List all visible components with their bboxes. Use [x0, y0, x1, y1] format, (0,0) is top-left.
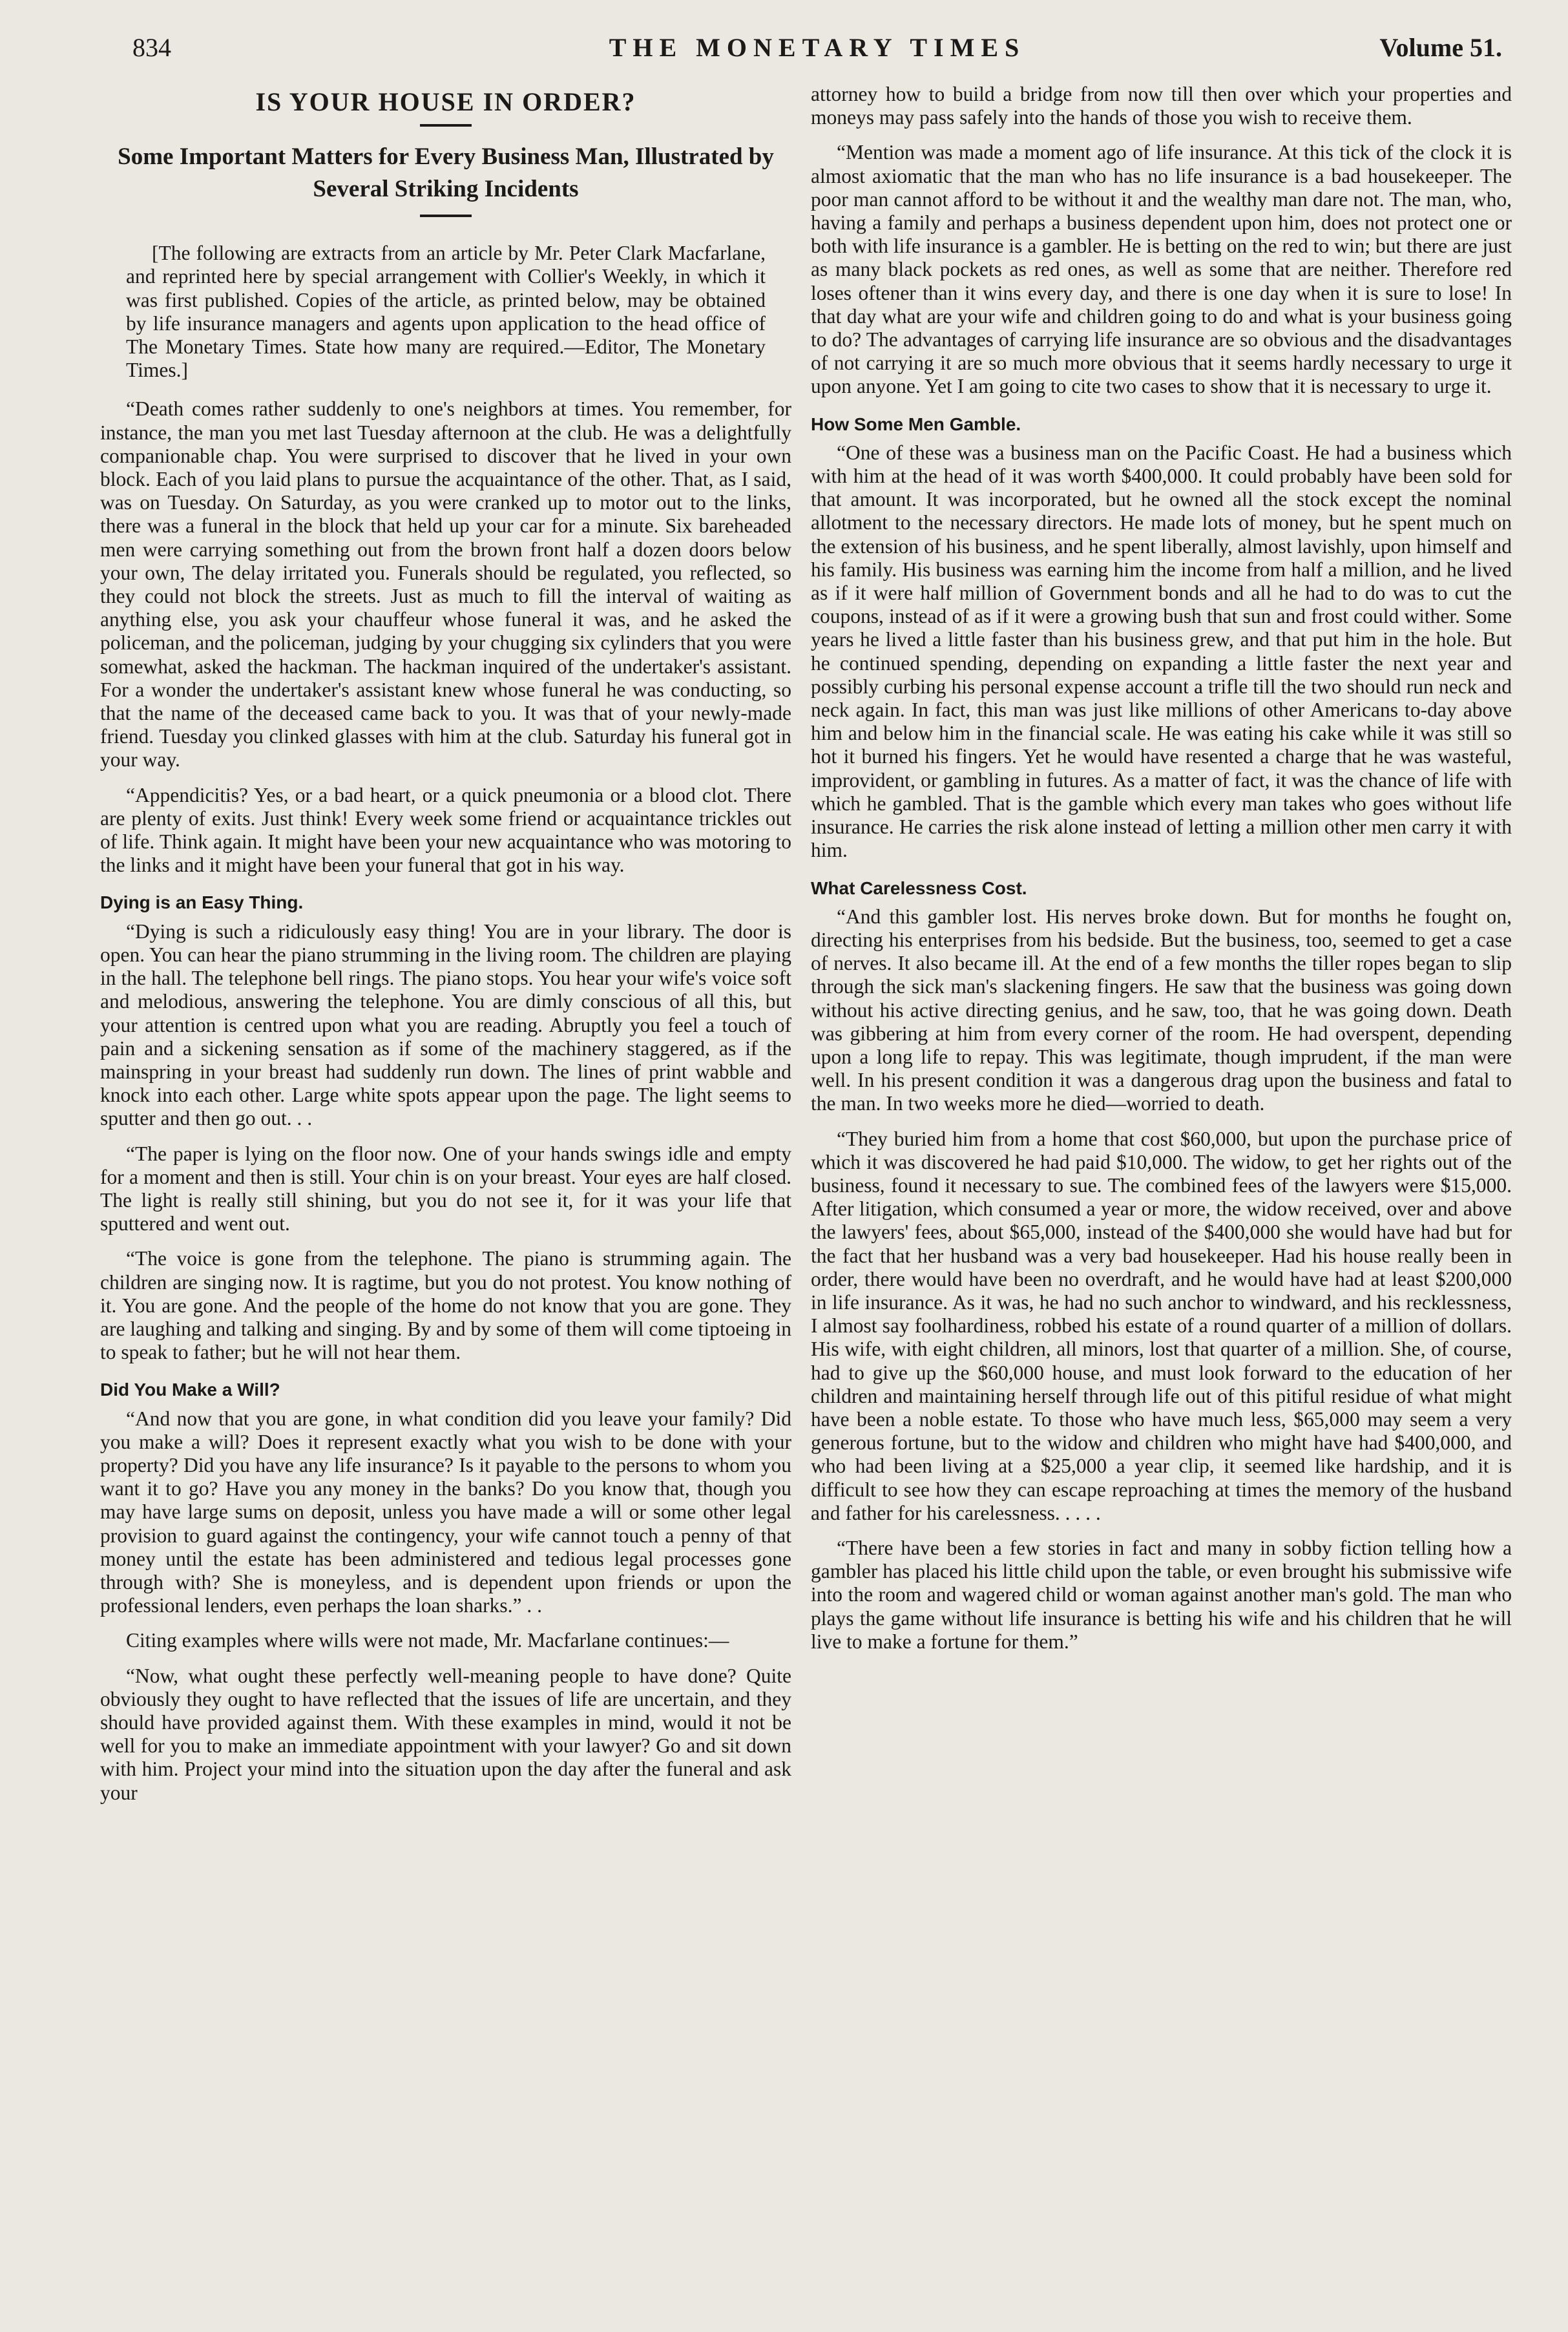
section-heading: Did You Make a Will? [100, 1380, 280, 1400]
left-column [100, 83, 791, 1805]
section-heading: How Some Men Gamble. [811, 414, 1021, 434]
body-paragraph: “Death comes rather suddenly to one's neighbors at times. You remember, for instance, the man you met last Tuesday afternoon at the club. He was a delightfully companionable chap. You were surprised to discover that he lived in your own block. Each of you laid plans to pursue the acquaintance of the other. That, as I said, was on Tuesday. On Saturday, as you were cranked up to motor out to the links, there was a funeral in the block that held up your car for a minute. Six bareheaded men were carrying something out from the brown front half a dozen doors below your own, The delay irritated you. Funerals should be regulated, you reflected, so they could not block the streets. Just as much to fill the interval of waiting as anything else, you ask your chauffeur whose funeral it was, and he asked the policeman, and the policeman, judging by your chugging six cylinders that you were somewhat, asked the hackman. The hackman inquired of the undertaker's assistant. For a wonder the undertaker's assistant knew whose funeral he was conducting, so that the name of the deceased came back to you. It was that of your newly-made friend. Tuesday you clinked glasses with him at the club. Saturday his funeral got in your way. [100, 397, 791, 772]
body-paragraph: “The paper is lying on the floor now. One of your hands swings idle and empty for a moment and then is still. Your chin is on your breast. Your eyes are half closed. The light is really still shining, but you do not see it, for it was your life that sputtered and went out. [100, 1142, 791, 1235]
volume-label: Volume 51. [1379, 33, 1502, 62]
body-paragraph: attorney how to build a bridge from now till then over which your properties and moneys may pass safely into the hands of those you wish to receive them. [811, 83, 1512, 129]
article-title: IS YOUR HOUSE IN ORDER? [255, 87, 636, 116]
right-column [811, 83, 1512, 1654]
body-paragraph: “And this gambler lost. His nerves broke down. But for months he fought on, directing his enterprises from his bedside. But the business, too, seemed to get a case of nerves. It also became ill. At the end of a few months the tiller ropes began to slip through the sick man's slackening fingers. He saw that the business was going down without his active directing genius, and he saw, too, that he was going down. Death was gibbering at him from every corner of the room. He had overspent, depending upon a long life to repay. This was legitimate, though imprudent, if the man were well. In his present condition it was a dangerous drag upon the business and fatal to the man. In two weeks more he died—worried to death. [811, 905, 1512, 1115]
body-paragraph: “Dying is such a ridiculously easy thing! You are in your library. The door is open. You can hear the piano strumming in the living room. The children are playing in the hall. The telephone bell rings. The piano stops. You hear your wife's voice soft and melodious, answering the telephone. You are dimly conscious of all this, but your attention is centred upon what you are reading. Abruptly you feel a touch of pain and a sickening sensation as if some of the machinery staggered, as if the mainspring in your breast had suddenly run down. The lines of print wabble and knock into each other. Large white spots appear upon the page. The light seems to sputter and then go out. . . [100, 919, 791, 1130]
body-paragraph: “There have been a few stories in fact and many in sobby fiction telling how a gambler has placed his little child upon the table, or even brought his submissive wife into the room and wagered child or woman against another man's gold. The man who plays the game without life insurance is betting his wife and his children that he will live to make a fortune for them.” [811, 1536, 1512, 1653]
body-paragraph: “One of these was a business man on the Pacific Coast. He had a business which with him at the head of it was worth $400,000. It could probably have been sold for that amount. It was incorporated, but he owned all the stock except the nominal allotment to the necessary directors. He made lots of money, but he spent much on the extension of his business, and he spent liberally, almost lavishly, upon himself and his family. His business was earning him the income from half a million, and he lived as if it were half million of Government bonds and all he had to do was to cut the coupons, instead of as if it were a growing bush that sun and frost could wither. Some years he lived a little faster than his business grew, and that put him in the hole. But he continued spending, depending on expanding a little faster the next year and possibly curbing his personal expense account a trifle till the two should run neck and neck again. In fact, this man was just like millions of other Americans to-day above him and below him in the financial scale. He was eating his cake while it was still so hot it burned his fingers. Yet he would have resented a charge that he was wasteful, improvident, or gambling in futures. As a matter of fact, it was the chance of life with which he gambled. That is the gamble which every man takes who goes without life insurance. He carries the risk alone instead of letting a million other men carry it with him. [811, 441, 1512, 862]
page-number: 834 [132, 33, 171, 62]
body-paragraph: “The voice is gone from the telephone. The piano is strumming again. The children are singing now. It is ragtime, but you do not protest. You know nothing of it. You are gone. And the people of the home do not know that you are gone. They are laughing and talking and singing. By and by some of them will come tiptoeing in to speak to father; but he will not hear them. [100, 1247, 791, 1364]
article-subtitle: Some Important Matters for Every Business Man, Illustrated by Several Striking Incidents [118, 143, 774, 203]
section-heading: Dying is an Easy Thing. [100, 892, 304, 913]
body-paragraph: “Appendicitis? Yes, or a bad heart, or a quick pneumonia or a blood clot. There are plenty of exits. Just think! Every week some friend or acquaintance trickles out of life. Think again. It might have been your new acquaintance who was motoring to the links and it might have been your funeral that got in his way. [100, 783, 791, 877]
body-paragraph: “And now that you are gone, in what condition did you leave your family? Did you make a will? Does it represent exactly what you wish to be done with your property? Did you have any life insurance? Is it payable to the persons to whom you want it to go? Have you any money in the banks? Do you know that, though you may have large sums on deposit, unless you have made a will or some other legal provision to guard against the contingency, your wife cannot touch a penny of that money until the estate has been administered and tedious legal processes gone through with? She is moneyless, and is dependent upon friends or upon the professional lenders, even perhaps the loan sharks.” . . [100, 1407, 791, 1617]
body-paragraph: Citing examples where wills were not made, Mr. Macfarlane continues:— [126, 1629, 729, 1652]
running-head [126, 27, 1509, 66]
editor-note: [The following are extracts from an article by Mr. Peter Clark Macfarlane, and reprinted here by special arrangement with Collier's Weekly, in which it was first published. Copies of the article, as printed below, may be obtained by life insurance managers and agents upon application to the head office of The Monetary Times. State how many are required.—Editor, The Monetary Times.] [126, 242, 766, 382]
title-rule [420, 124, 472, 127]
body-paragraph: “Mention was made a moment ago of life insurance. At this tick of the clock it is almost axiomatic that the man who has no life insurance is a bad housekeeper. The poor man cannot afford to be without it and the wealthy man dare not. The man, who, having a family and perhaps a business dependent upon him, does not protect one or both with life insurance is a gambler. He is betting on the red to win; but there are just as many black pockets as red ones, as well as some that are neither. Therefore red loses oftener than it wins every day, and there is one day when it is sure to lose! In that day what are your wife and children going to do and what is your business going to do? The advantages of carrying life insurance are so obvious and the disadvantages of not carrying it are so much more obvious that it seems hardly necessary to urge it upon anyone. Yet I am going to cite two cases to show that it is necessary to urge it. [811, 141, 1512, 398]
subtitle-rule [420, 215, 472, 217]
section-heading: What Carelessness Cost. [811, 877, 1027, 898]
body-paragraph: “Now, what ought these perfectly well-meaning people to have done? Quite obviously they ought to have reflected that the issues of life are uncertain, and they should have provided against them. With these examples in mind, would it not be well for you to make an immediate appointment with your lawyer? Go and sit down with him. Project your mind into the situation upon the day after the funeral and ask your [100, 1664, 791, 1804]
journal-title: THE MONETARY TIMES [609, 33, 1026, 62]
body-paragraph: “They buried him from a home that cost $60,000, but upon the purchase price of which it was discovered he had paid $10,000. The widow, to get her rights out of the business, found it necessary to sue. The combined fees of the lawyers were $15,000. After litigation, which consumed a year or more, the widow received, over and above the lawyers' fees, about $65,000, instead of the $400,000 she would have had but for the fact that her husband was a very bad housekeeper. Had his house really been in order, there would have been no overdraft, and he would have had at least $200,000 in life insurance. As it was, he had no such anchor to windward, and his recklessness, I almost say foolhardiness, robbed his estate of a round quarter of a million of dollars. His wife, with eight children, all minors, lost that quarter of a million. She, of course, had to give up the $60,000 house, and must look forward to the education of her children and maintaining herself through life out of this pitiful residue of what might have been a noble estate. To those who have much less, $65,000 may seem a very generous fortune, but to the widow and children who might have had $400,000, and who had been living at a $25,000 a year clip, it seemed like hardship, and it is difficult to see how they can escape reproaching at times the memory of the husband and father for his carelessness. . . . . [811, 1127, 1512, 1524]
